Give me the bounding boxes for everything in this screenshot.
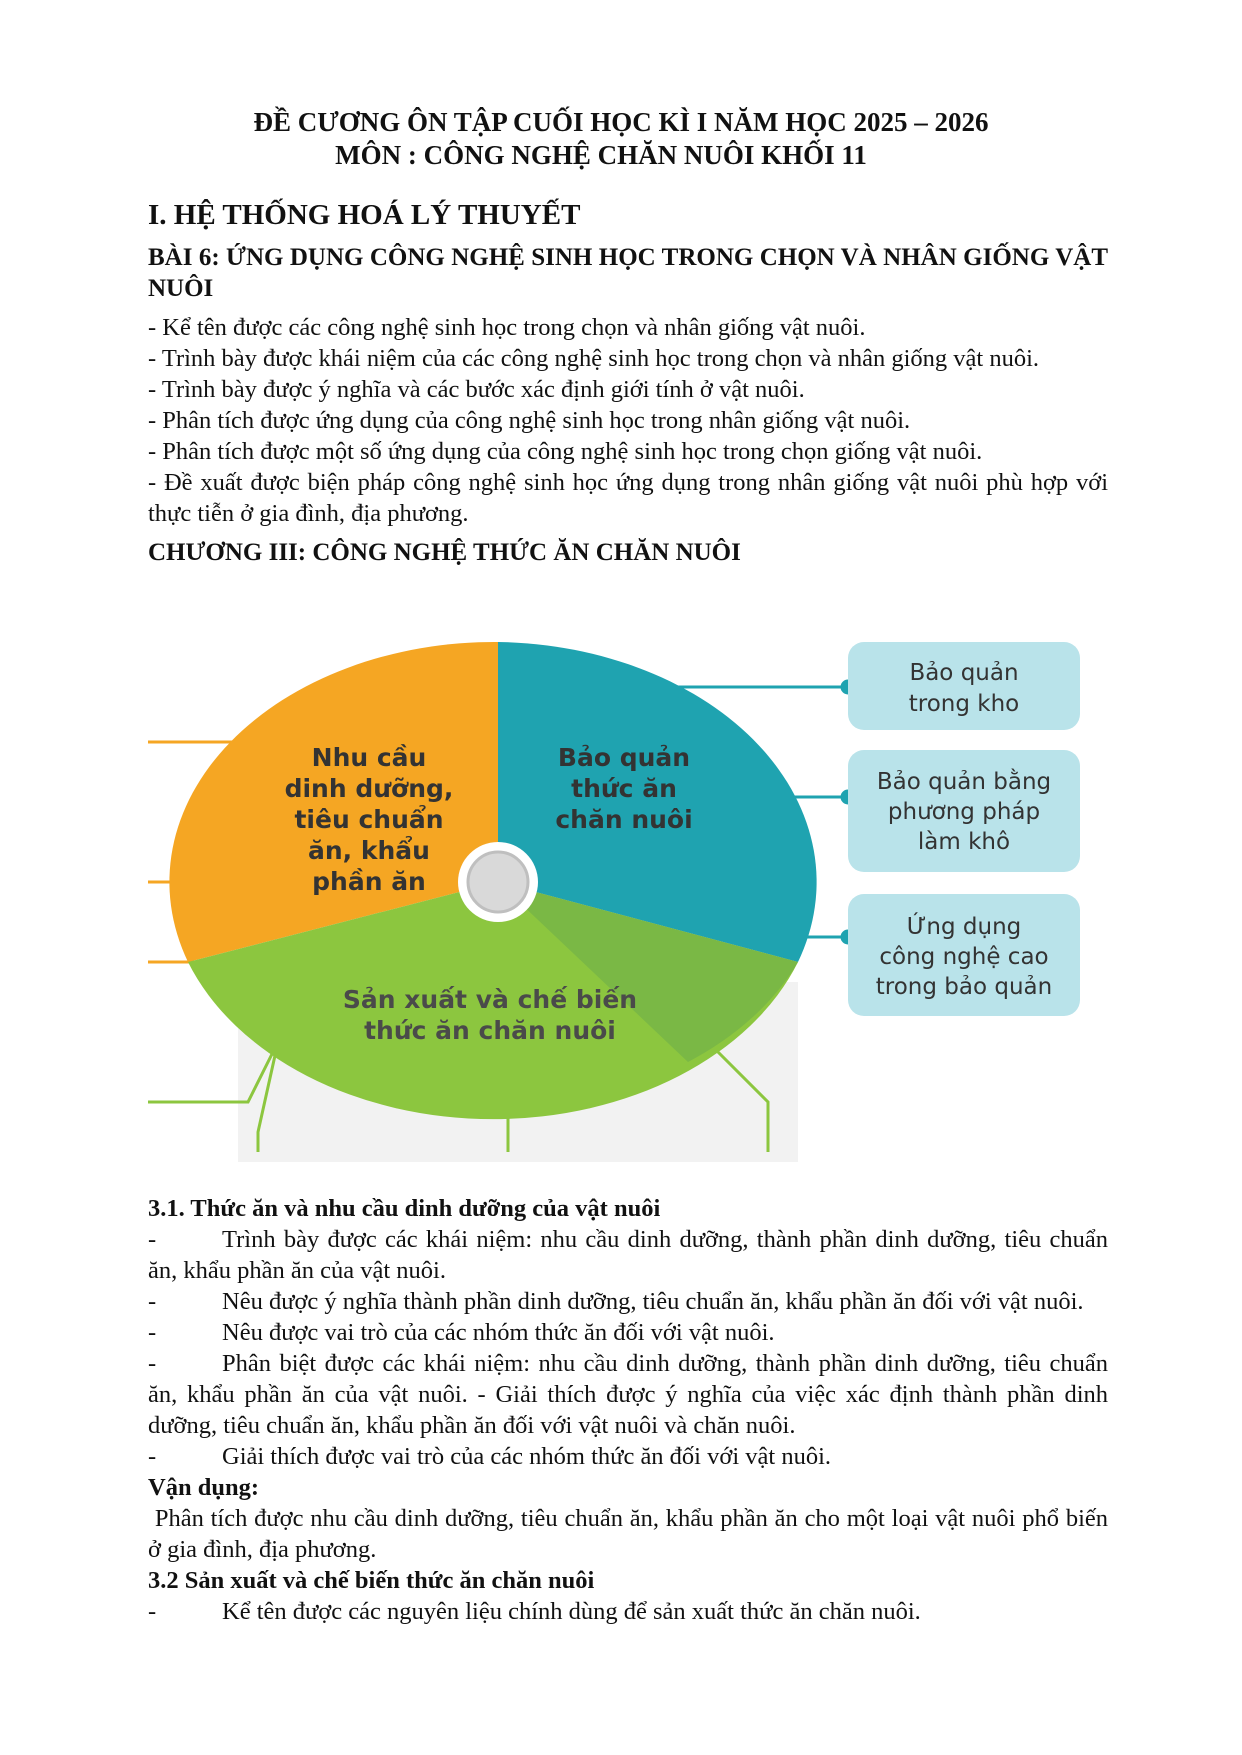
label-line: làm khô bbox=[917, 829, 1011, 855]
document-title: ĐỀ CƯƠNG ÔN TẬP CUỐI HỌC KÌ I NĂM HỌC 2025 – 2026 bbox=[253, 107, 989, 137]
chapter-heading: CHƯƠNG III: CÔNG NGHỆ THỨC ĂN CHĂN NUÔI bbox=[148, 539, 741, 566]
list-item: - Trình bày được khái niệm của các công nghệ sinh học trong chọn và nhân giống vật nuôi. bbox=[148, 345, 1040, 372]
label-line: trong bảo quản bbox=[875, 974, 1053, 1000]
dash-marker: - bbox=[148, 1598, 157, 1625]
list-item bbox=[148, 1441, 1108, 1472]
label-line: dinh dưỡng, bbox=[284, 774, 454, 803]
dash-marker: - bbox=[148, 1288, 157, 1315]
label-line: thức ăn chăn nuôi bbox=[364, 1016, 616, 1045]
list-item-text: Nêu được ý nghĩa thành phần dinh dưỡng, tiêu chuẩn ăn, khẩu phần ăn đối với vật nuôi. bbox=[222, 1288, 1084, 1315]
list-item-text: Giải thích được vai trò của các nhóm thức ăn đối với vật nuôi. bbox=[222, 1443, 831, 1470]
label-line: phần ăn bbox=[312, 867, 426, 896]
label-line: Ứng dụng bbox=[906, 914, 1022, 940]
subsection-heading: 3.1. Thức ăn và nhu cầu dinh dưỡng của vật nuôi bbox=[148, 1195, 661, 1222]
list-item: - Phân tích được ứng dụng của công nghệ sinh học trong nhân giống vật nuôi. bbox=[148, 407, 911, 434]
label-line: Bảo quản bbox=[909, 660, 1019, 686]
dash-marker: - bbox=[148, 1319, 157, 1346]
label-line: Nhu cầu bbox=[311, 743, 427, 772]
list-item bbox=[148, 1224, 1108, 1286]
label-line: Bảo quản bbox=[557, 743, 691, 772]
section-heading: I. HỆ THỐNG HOÁ LÝ THUYẾT bbox=[148, 199, 581, 231]
label-line: công nghệ cao bbox=[879, 944, 1049, 970]
subsection-heading: 3.2 Sản xuất và chế biến thức ăn chăn nuôi bbox=[148, 1567, 595, 1594]
document-subtitle: MÔN : CÔNG NGHỆ CHĂN NUÔI KHỐI 11 bbox=[335, 140, 867, 170]
feed-technology-diagram bbox=[148, 632, 1088, 1162]
list-item bbox=[148, 1286, 1108, 1317]
label-line: trong kho bbox=[908, 691, 1020, 717]
segment-teal-label bbox=[555, 743, 692, 834]
objectives-list bbox=[148, 312, 1108, 529]
apply-text: Phân tích được nhu cầu dinh dưỡng, tiêu chuẩn ăn, khẩu phần ăn cho một loại vật nuôi phổ biến ở gia đình, địa phương. bbox=[148, 1505, 1115, 1563]
list-item bbox=[148, 1596, 1108, 1627]
label-line: phương pháp bbox=[887, 799, 1041, 825]
list-item bbox=[148, 1348, 1108, 1441]
list-item: - Phân tích được một số ứng dụng của công nghệ sinh học trong chọn giống vật nuôi. bbox=[148, 438, 983, 465]
center-hub-inner bbox=[468, 852, 528, 912]
label-line: Bảo quản bằng bbox=[876, 769, 1052, 795]
section-3-1 bbox=[148, 1193, 1115, 1627]
list-item: - Trình bày được ý nghĩa và các bước xác định giới tính ở vật nuôi. bbox=[148, 376, 805, 403]
list-item bbox=[148, 1317, 1108, 1348]
list-item-text: Nêu được vai trò của các nhóm thức ăn đối với vật nuôi. bbox=[222, 1319, 775, 1346]
label-line: Sản xuất và chế biến bbox=[342, 985, 638, 1014]
dash-marker: - bbox=[148, 1350, 157, 1377]
list-item: - Kể tên được các công nghệ sinh học trong chọn và nhân giống vật nuôi. bbox=[148, 314, 866, 341]
list-item-text: Phân biệt được các khái niệm: nhu cầu dinh dưỡng, thành phần dinh dưỡng, tiêu chuẩn ăn, khẩu phần ăn của vật nuôi. - Giải thích được ý nghĩa của việc xác định thành phần dinh dưỡng, tiêu chuẩn ăn, khẩu phần ăn đối với vật nuôi và chăn nuôi. bbox=[148, 1350, 1108, 1439]
dash-marker: - bbox=[148, 1226, 157, 1253]
dash-marker: - bbox=[148, 1443, 157, 1470]
list-item: - Đề xuất được biện pháp công nghệ sinh học ứng dụng trong nhân giống vật nuôi phù hợp với thực tiễn ở gia đình, địa phương. bbox=[148, 469, 1108, 527]
label-line: thức ăn bbox=[571, 774, 677, 803]
list-item-text: Kể tên được các nguyên liệu chính dùng để sản xuất thức ăn chăn nuôi. bbox=[222, 1598, 921, 1625]
section-1 bbox=[148, 198, 1108, 568]
label-line: chăn nuôi bbox=[555, 805, 693, 834]
label-line: tiêu chuẩn bbox=[294, 805, 444, 834]
diagram-graphic bbox=[148, 632, 1088, 1162]
list-item-text: Trình bày được các khái niệm: nhu cầu dinh dưỡng, thành phần dinh dưỡng, tiêu chuẩn ăn, khẩu phần ăn của vật nuôi. bbox=[148, 1226, 1108, 1284]
apply-label: Vận dụng: bbox=[148, 1474, 259, 1501]
label-line: ăn, khẩu bbox=[308, 836, 430, 865]
lesson-title: BÀI 6: ỨNG DỤNG CÔNG NGHỆ SINH HỌC TRONG CHỌN VÀ NHÂN GIỐNG VẬT NUÔI bbox=[148, 244, 1108, 302]
